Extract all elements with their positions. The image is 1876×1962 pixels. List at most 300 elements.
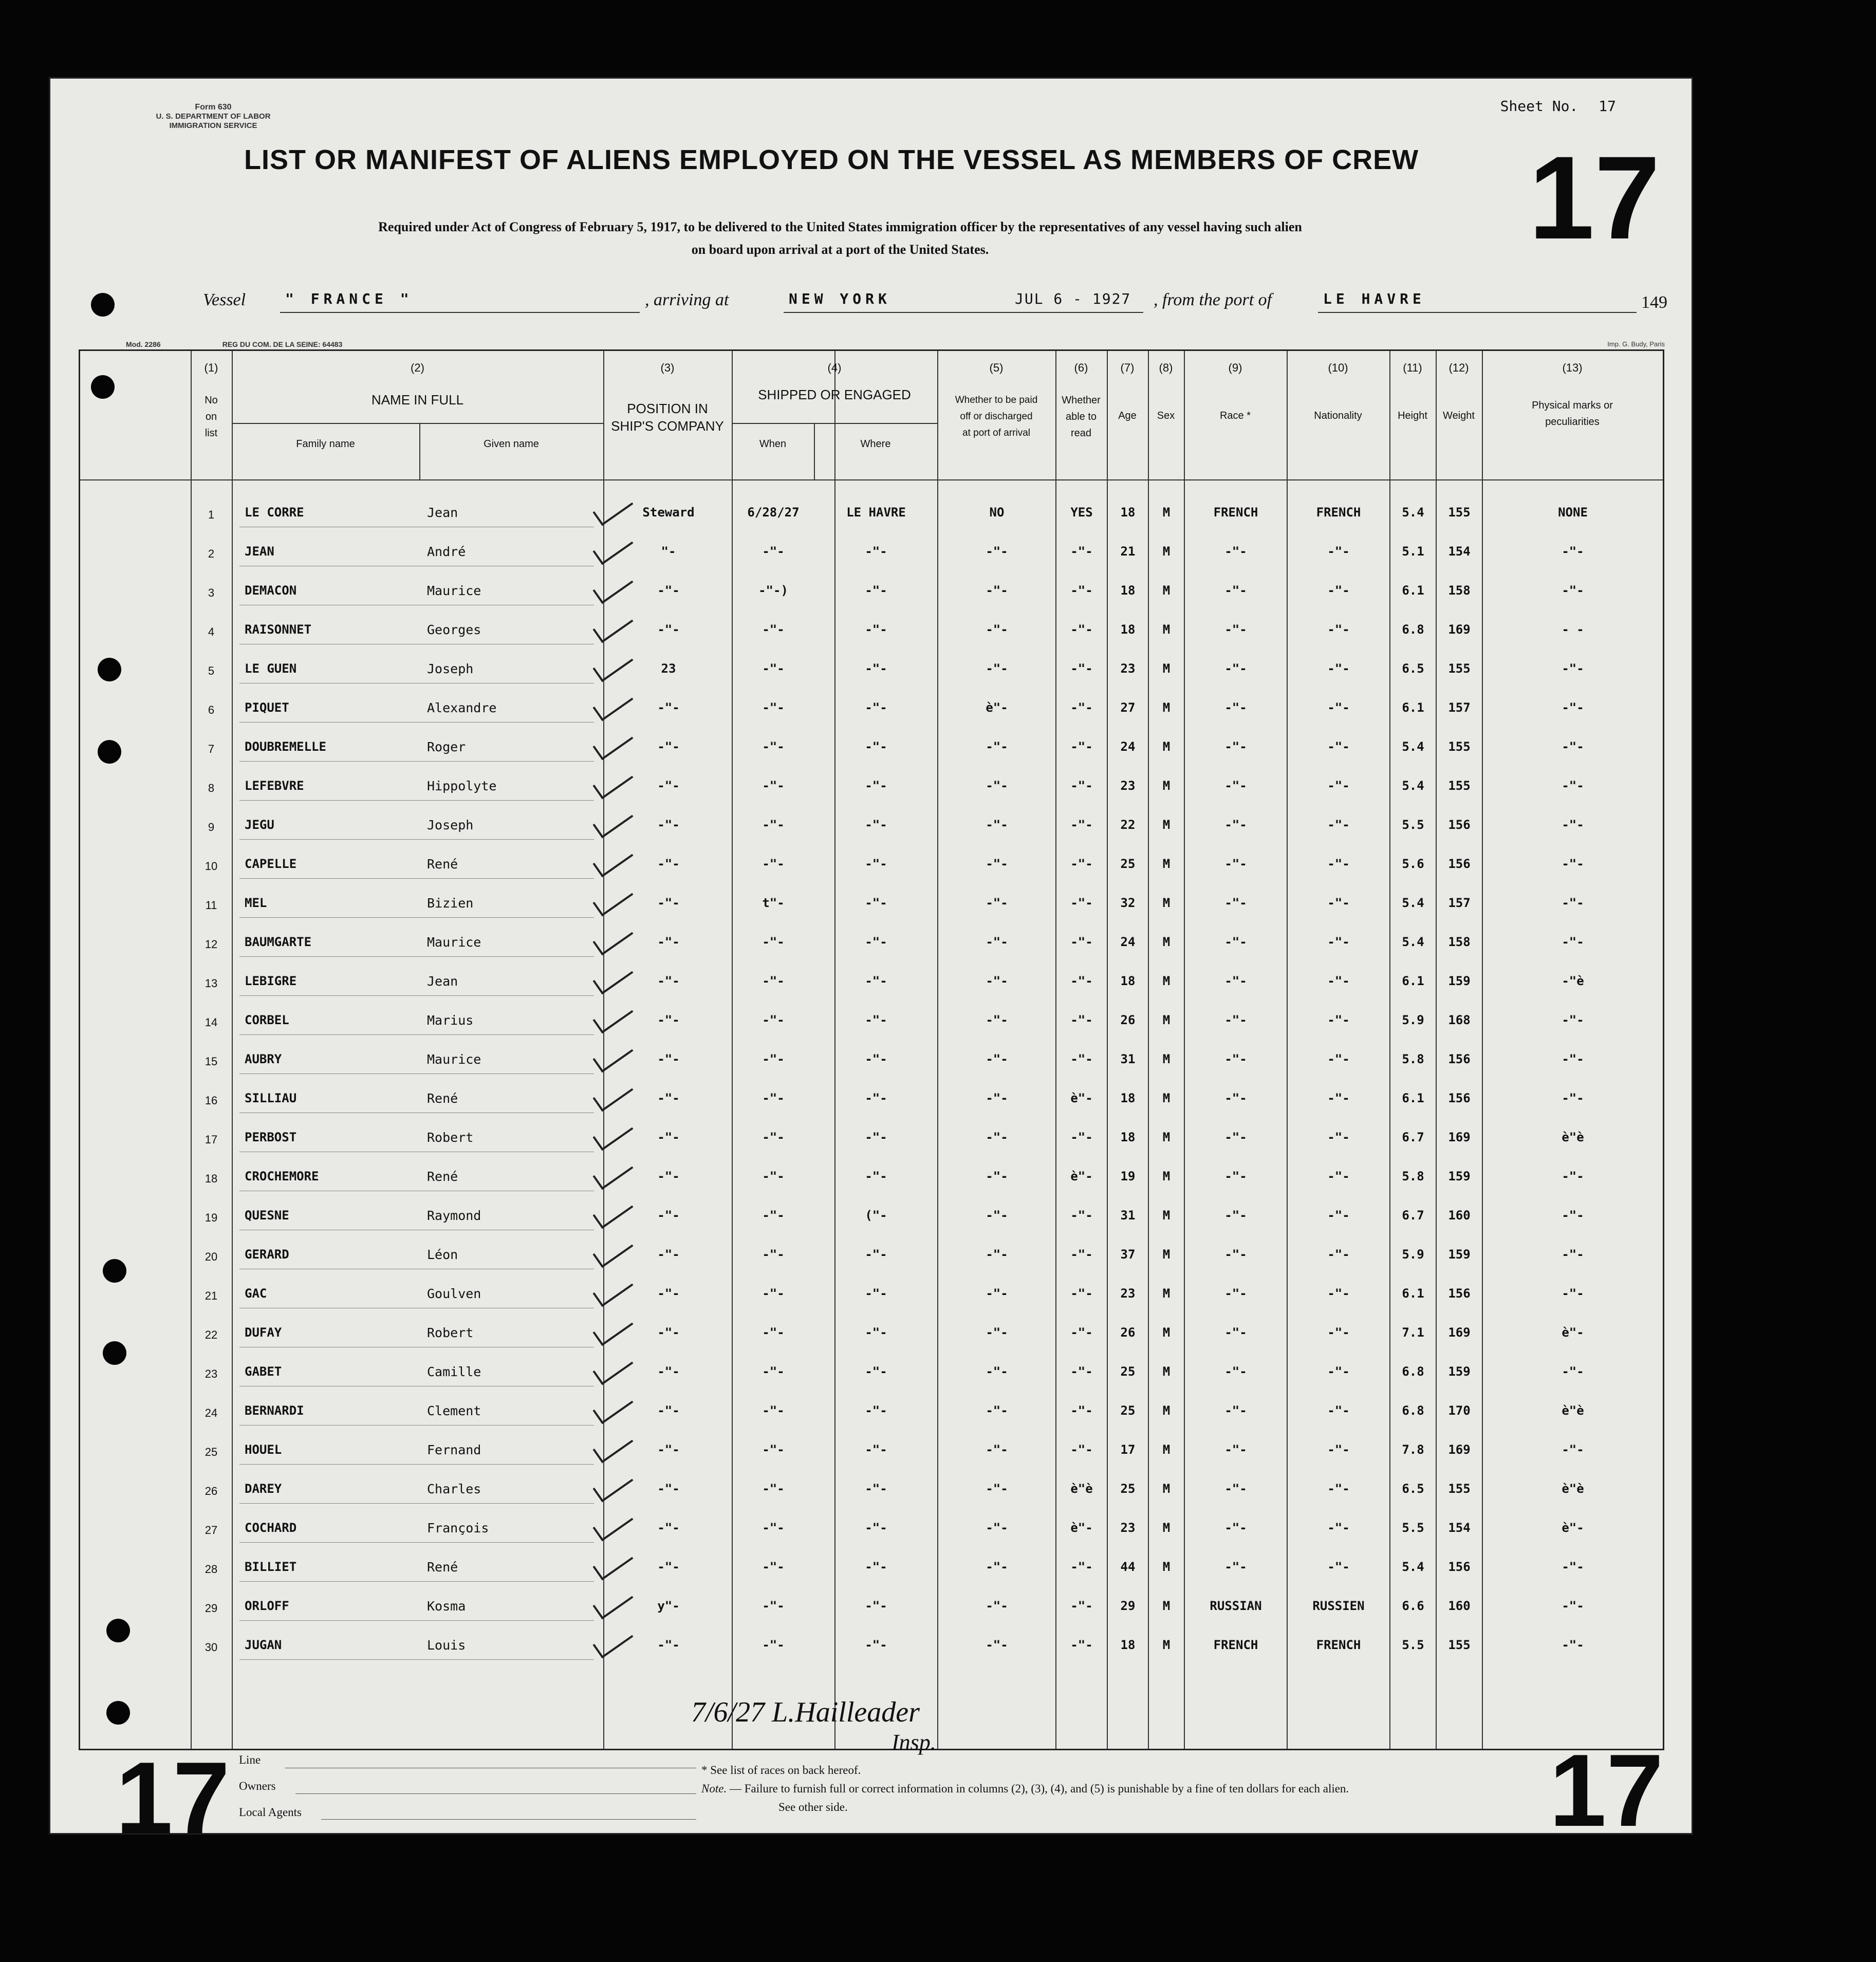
col4a-header: When <box>759 438 787 450</box>
col2b-header: Given name <box>484 438 539 450</box>
cell-nationality: -"- <box>1327 1325 1350 1340</box>
cell-marks: -"è <box>1562 974 1584 988</box>
cell-given: Joseph <box>427 818 474 832</box>
cell-age: 22 <box>1120 818 1136 832</box>
col4b-header: Where <box>860 438 891 450</box>
cell-paid-off: NO <box>989 505 1005 520</box>
col13-header: Physical marks or peculiarities <box>1532 400 1613 428</box>
cell-weight: 170 <box>1448 1403 1471 1418</box>
col2-number: (2) <box>411 361 424 374</box>
col6-number: (6) <box>1074 361 1088 374</box>
departure-port: LE HAVRE <box>1323 290 1425 307</box>
cell-sex: M <box>1162 779 1171 793</box>
cell-weight: 169 <box>1448 1325 1471 1340</box>
col4-header: SHIPPED OR ENGAGED <box>758 387 911 402</box>
subtitle-line-2: on board upon arrival at a port of the United States. <box>691 242 989 257</box>
cell-position: -"- <box>657 974 680 988</box>
cell-marks: -"- <box>1562 1208 1584 1223</box>
cell-marks: -"- <box>1562 1013 1584 1027</box>
cell-nationality: -"- <box>1327 896 1350 910</box>
row-number: 24 <box>205 1406 218 1419</box>
row-number: 2 <box>208 547 215 560</box>
cell-weight: 155 <box>1448 1482 1471 1496</box>
cell-where: -"- <box>865 1286 887 1301</box>
cell-where: -"- <box>865 1130 887 1144</box>
cell-height: 5.4 <box>1402 779 1424 793</box>
cell-age: 31 <box>1120 1208 1136 1223</box>
cell-sex: M <box>1162 583 1171 598</box>
col1-header: No on list <box>205 395 218 439</box>
cell-read: -"- <box>1070 974 1093 988</box>
cell-marks: - - <box>1562 622 1584 637</box>
cell-marks: è"è <box>1562 1482 1584 1496</box>
cell-read: -"- <box>1070 1638 1093 1652</box>
stamp-number: 149 <box>1641 293 1667 312</box>
cell-paid-off: -"- <box>986 857 1008 871</box>
cell-age: 18 <box>1120 505 1136 520</box>
row-number: 27 <box>205 1524 218 1537</box>
cell-race: -"- <box>1224 1247 1247 1262</box>
cell-weight: 169 <box>1448 622 1471 637</box>
row-rule <box>239 839 594 840</box>
vessel-label: Vessel <box>203 290 246 309</box>
col12-header: Weight <box>1443 410 1475 421</box>
cell-where: -"- <box>865 1052 887 1066</box>
cell-when: -"- <box>762 974 785 988</box>
cell-where: ("- <box>865 1208 887 1223</box>
sheet-value: 17 <box>1599 98 1616 115</box>
cell-paid-off: -"- <box>986 1403 1008 1418</box>
cell-height: 6.1 <box>1402 583 1424 598</box>
cell-given: René <box>427 1560 458 1575</box>
cell-age: 24 <box>1120 739 1136 754</box>
cell-read: è"- <box>1070 1091 1093 1105</box>
cell-read: -"- <box>1070 818 1093 832</box>
cell-weight: 159 <box>1448 974 1471 988</box>
cell-nationality: FRENCH <box>1316 505 1361 520</box>
cell-weight: 169 <box>1448 1442 1471 1457</box>
row-number: 22 <box>205 1328 218 1341</box>
cell-marks: -"- <box>1562 935 1584 949</box>
cell-where: -"- <box>865 974 887 988</box>
cell-when: -"- <box>762 700 785 715</box>
cell-family: SILLIAU <box>245 1091 297 1105</box>
cell-read: -"- <box>1070 1403 1093 1418</box>
cell-age: 26 <box>1120 1325 1136 1340</box>
row-number: 29 <box>205 1602 218 1615</box>
cell-where: -"- <box>865 1364 887 1379</box>
cell-family: LEBIGRE <box>245 974 297 988</box>
cell-given: Robert <box>427 1325 474 1340</box>
col4-number: (4) <box>827 361 842 374</box>
cell-weight: 154 <box>1448 1521 1471 1535</box>
cell-race: -"- <box>1224 1286 1247 1301</box>
cell-family: LE GUEN <box>245 661 297 676</box>
cell-when: -"- <box>762 1442 785 1457</box>
row-number: 28 <box>205 1563 218 1576</box>
cell-when: -"- <box>762 1482 785 1496</box>
cell-position: -"- <box>657 857 680 871</box>
cell-given: André <box>427 544 466 559</box>
cell-when: -"- <box>762 1521 785 1535</box>
col8-number: (8) <box>1159 361 1173 374</box>
cell-height: 5.4 <box>1402 739 1424 754</box>
cell-read: -"- <box>1070 622 1093 637</box>
cell-height: 6.1 <box>1402 1091 1424 1105</box>
cell-given: Robert <box>427 1130 474 1145</box>
cell-when: -"- <box>762 818 785 832</box>
cell-nationality: -"- <box>1327 935 1350 949</box>
cell-marks: -"- <box>1562 583 1584 598</box>
cell-sex: M <box>1162 1091 1171 1105</box>
cell-given: Maurice <box>427 1052 481 1067</box>
note-label: Note. <box>701 1782 727 1795</box>
cell-read: -"- <box>1070 935 1093 949</box>
cell-race: -"- <box>1224 935 1247 949</box>
cell-paid-off: -"- <box>986 583 1008 598</box>
cell-when: -"- <box>762 1325 785 1340</box>
cell-marks: NONE <box>1558 505 1588 520</box>
cell-height: 5.4 <box>1402 1560 1424 1574</box>
cell-when: 6/28/27 <box>747 505 800 520</box>
cell-marks: -"- <box>1562 1286 1584 1301</box>
cell-race: -"- <box>1224 544 1247 559</box>
cell-paid-off: -"- <box>986 661 1008 676</box>
cell-family: GABET <box>245 1364 282 1379</box>
owners-label: Owners <box>239 1780 276 1792</box>
cell-age: 37 <box>1120 1247 1136 1262</box>
cell-marks: -"- <box>1562 1247 1584 1262</box>
cell-when: -"- <box>762 1286 785 1301</box>
cell-read: -"- <box>1070 1247 1093 1262</box>
row-number: 10 <box>205 860 218 873</box>
cell-when: t"- <box>762 896 785 910</box>
row-number: 11 <box>205 899 217 912</box>
arriving-label: , arriving at <box>645 290 729 309</box>
cell-marks: -"- <box>1562 1364 1584 1379</box>
cell-height: 5.9 <box>1402 1247 1424 1262</box>
cell-weight: 160 <box>1448 1599 1471 1613</box>
vessel-line <box>203 290 1693 316</box>
cell-nationality: -"- <box>1327 779 1350 793</box>
cell-race: -"- <box>1224 739 1247 754</box>
cell-given: Léon <box>427 1247 458 1262</box>
cell-race: -"- <box>1224 1521 1247 1535</box>
cell-sex: M <box>1162 739 1171 754</box>
cell-sex: M <box>1162 1286 1171 1301</box>
cell-nationality: -"- <box>1327 1521 1350 1535</box>
cell-read: -"- <box>1070 544 1093 559</box>
row-number: 17 <box>205 1133 218 1146</box>
cell-height: 6.1 <box>1402 974 1424 988</box>
cell-family: PIQUET <box>245 700 289 715</box>
col7-number: (7) <box>1120 361 1135 374</box>
cell-read: YES <box>1070 505 1093 520</box>
arrival-date: JUL 6 - 1927 <box>1015 290 1131 307</box>
cell-nationality: -"- <box>1327 661 1350 676</box>
cell-given: Hippolyte <box>427 779 497 793</box>
cell-nationality: -"- <box>1327 583 1350 598</box>
cell-race: -"- <box>1224 818 1247 832</box>
cell-height: 5.8 <box>1402 1052 1424 1066</box>
cell-sex: M <box>1162 1442 1171 1457</box>
cell-when: -"- <box>762 1364 785 1379</box>
cell-marks: -"- <box>1562 1599 1584 1613</box>
big-number-bottom-left: 17 <box>116 1741 230 1835</box>
cell-read: -"- <box>1070 1208 1093 1223</box>
col10-number: (10) <box>1328 361 1348 374</box>
cell-weight: 156 <box>1448 1560 1471 1574</box>
cell-age: 19 <box>1120 1169 1136 1183</box>
cell-given: René <box>427 857 458 872</box>
cell-paid-off: -"- <box>986 896 1008 910</box>
cell-where: LE HAVRE <box>846 505 906 520</box>
cell-paid-off: -"- <box>986 1325 1008 1340</box>
row-number: 20 <box>205 1250 218 1263</box>
row-rule <box>239 1034 594 1035</box>
cell-where: -"- <box>865 1247 887 1262</box>
row-number: 14 <box>205 1016 218 1029</box>
cell-position: -"- <box>657 1247 680 1262</box>
cell-given: Jean <box>427 505 458 520</box>
cell-race: -"- <box>1224 622 1247 637</box>
row-number: 9 <box>208 821 215 834</box>
cell-nationality: -"- <box>1327 1247 1350 1262</box>
cell-sex: M <box>1162 1208 1171 1223</box>
cell-weight: 156 <box>1448 1052 1471 1066</box>
cell-weight: 154 <box>1448 544 1471 559</box>
cell-race: -"- <box>1224 974 1247 988</box>
cell-where: -"- <box>865 1013 887 1027</box>
cell-position: -"- <box>657 700 680 715</box>
see-other-side: See other side. <box>778 1801 848 1813</box>
cell-height: 7.1 <box>1402 1325 1424 1340</box>
row-rule <box>239 995 594 996</box>
cell-when: -"- <box>762 935 785 949</box>
cell-sex: M <box>1162 1013 1171 1027</box>
mod-number: Mod. 2286 <box>126 340 161 348</box>
cell-nationality: -"- <box>1327 622 1350 637</box>
cell-given: Fernand <box>427 1442 481 1457</box>
cell-family: PERBOST <box>245 1130 297 1144</box>
cell-read: -"- <box>1070 896 1093 910</box>
cell-nationality: -"- <box>1327 1442 1350 1457</box>
cell-weight: 155 <box>1448 1638 1471 1652</box>
cell-family: DEMACON <box>245 583 297 598</box>
subtitle <box>172 216 1508 261</box>
cell-marks: -"- <box>1562 700 1584 715</box>
cell-race: -"- <box>1224 1364 1247 1379</box>
cell-weight: 156 <box>1448 1091 1471 1105</box>
row-number: 25 <box>205 1446 218 1458</box>
cell-height: 5.5 <box>1402 1638 1424 1652</box>
cell-read: -"- <box>1070 1442 1093 1457</box>
cell-given: Kosma <box>427 1599 466 1614</box>
cell-paid-off: -"- <box>986 1013 1008 1027</box>
cell-age: 26 <box>1120 1013 1136 1027</box>
cell-weight: 159 <box>1448 1247 1471 1262</box>
cell-age: 25 <box>1120 857 1136 871</box>
cell-paid-off: -"- <box>986 1638 1008 1652</box>
cell-when: -"- <box>762 857 785 871</box>
row-number: 1 <box>208 508 215 521</box>
cell-family: HOUEL <box>245 1442 282 1457</box>
cell-position: -"- <box>657 1091 680 1105</box>
cell-race: -"- <box>1224 1130 1247 1144</box>
cell-paid-off: -"- <box>986 1482 1008 1496</box>
col1-number: (1) <box>204 361 218 374</box>
cell-race: -"- <box>1224 1169 1247 1183</box>
cell-given: Louis <box>427 1638 466 1653</box>
cell-marks: è"è <box>1562 1403 1584 1418</box>
cell-sex: M <box>1162 818 1171 832</box>
cell-when: -"- <box>762 622 785 637</box>
col5-header: Whether to be paid off or discharged at port of arrival <box>955 395 1038 438</box>
cell-read: è"- <box>1070 1521 1093 1535</box>
cell-position: -"- <box>657 896 680 910</box>
cell-where: -"- <box>865 1638 887 1652</box>
cell-where: -"- <box>865 622 887 637</box>
col3-number: (3) <box>660 361 675 374</box>
cell-paid-off: -"- <box>986 974 1008 988</box>
cell-family: JEAN <box>245 544 274 559</box>
cell-age: 17 <box>1120 1442 1136 1457</box>
row-rule <box>239 1542 594 1543</box>
cell-given: Clement <box>427 1403 481 1418</box>
cell-where: -"- <box>865 1560 887 1574</box>
row-rule <box>239 878 594 879</box>
row-rule <box>239 1620 594 1621</box>
row-number: 15 <box>205 1055 218 1068</box>
cell-age: 23 <box>1120 1521 1136 1535</box>
cell-height: 5.5 <box>1402 818 1424 832</box>
cell-nationality: -"- <box>1327 974 1350 988</box>
cell-where: -"- <box>865 1325 887 1340</box>
cell-sex: M <box>1162 700 1171 715</box>
cell-position: -"- <box>657 622 680 637</box>
cell-position: -"- <box>657 1052 680 1066</box>
cell-given: Marius <box>427 1013 474 1028</box>
cell-when: -"- <box>762 544 785 559</box>
cell-family: COCHARD <box>245 1521 297 1535</box>
cell-weight: 158 <box>1448 935 1471 949</box>
row-rule <box>239 1581 594 1582</box>
cell-given: René <box>427 1169 458 1184</box>
row-number: 4 <box>208 625 215 638</box>
cell-where: -"- <box>865 1169 887 1183</box>
row-number: 6 <box>208 704 215 716</box>
cell-height: 6.7 <box>1402 1208 1424 1223</box>
cell-nationality: -"- <box>1327 1208 1350 1223</box>
cell-given: Roger <box>427 739 466 754</box>
cell-age: 18 <box>1120 1091 1136 1105</box>
cell-race: -"- <box>1224 1403 1247 1418</box>
cell-sex: M <box>1162 896 1171 910</box>
cell-when: -"- <box>762 1013 785 1027</box>
cell-marks: -"- <box>1562 896 1584 910</box>
cell-when: -"- <box>762 1599 785 1613</box>
cell-read: -"- <box>1070 1325 1093 1340</box>
cell-sex: M <box>1162 1364 1171 1379</box>
row-number: 18 <box>205 1172 218 1185</box>
cell-age: 25 <box>1120 1482 1136 1496</box>
cell-race: -"- <box>1224 583 1247 598</box>
cell-where: -"- <box>865 779 887 793</box>
cell-given: Camille <box>427 1364 481 1379</box>
cell-nationality: -"- <box>1327 1013 1350 1027</box>
cell-age: 25 <box>1120 1364 1136 1379</box>
cell-race: FRENCH <box>1213 505 1258 520</box>
cell-age: 18 <box>1120 974 1136 988</box>
cell-position: -"- <box>657 1442 680 1457</box>
cell-height: 6.5 <box>1402 661 1424 676</box>
cell-paid-off: -"- <box>986 1364 1008 1379</box>
cell-paid-off: -"- <box>986 1091 1008 1105</box>
page-title: LIST OR MANIFEST OF ALIENS EMPLOYED ON THE VESSEL AS MEMBERS OF CREW <box>244 144 1419 175</box>
row-number: 23 <box>205 1367 218 1380</box>
col2-header: NAME IN FULL <box>371 392 464 408</box>
department: U. S. DEPARTMENT OF LABOR <box>156 112 271 121</box>
cell-nationality: -"- <box>1327 1482 1350 1496</box>
cell-where: -"- <box>865 661 887 676</box>
cell-given: Maurice <box>427 583 481 598</box>
cell-race: -"- <box>1224 896 1247 910</box>
cell-position: -"- <box>657 1521 680 1535</box>
cell-weight: 168 <box>1448 1013 1471 1027</box>
cell-family: LE CORRE <box>245 505 304 520</box>
cell-race: RUSSIAN <box>1210 1599 1262 1613</box>
cell-race: -"- <box>1224 700 1247 715</box>
cell-weight: 156 <box>1448 1286 1471 1301</box>
cell-height: 6.7 <box>1402 1130 1424 1144</box>
cell-family: BILLIET <box>245 1560 297 1574</box>
cell-paid-off: -"- <box>986 818 1008 832</box>
col6-header: Whether able to read <box>1062 395 1101 439</box>
row-rule <box>239 800 594 801</box>
cell-weight: 155 <box>1448 739 1471 754</box>
cell-read: -"- <box>1070 779 1093 793</box>
line-label: Line <box>239 1753 261 1766</box>
col10-header: Nationality <box>1314 410 1362 421</box>
cell-family: DOUBREMELLE <box>245 739 326 754</box>
cell-nationality: -"- <box>1327 544 1350 559</box>
col8-header: Sex <box>1157 410 1175 421</box>
cell-when: -"- <box>762 1130 785 1144</box>
cell-read: -"- <box>1070 1052 1093 1066</box>
row-number: 5 <box>208 664 215 677</box>
cell-where: -"- <box>865 739 887 754</box>
cell-read: -"- <box>1070 1013 1093 1027</box>
cell-sex: M <box>1162 1325 1171 1340</box>
cell-paid-off: -"- <box>986 779 1008 793</box>
col9-header: Race * <box>1219 410 1251 421</box>
cell-nationality: -"- <box>1327 1091 1350 1105</box>
cell-position: -"- <box>657 1286 680 1301</box>
col11-number: (11) <box>1403 361 1422 374</box>
col12-number: (12) <box>1448 361 1469 374</box>
cell-read: -"- <box>1070 1364 1093 1379</box>
cell-age: 29 <box>1120 1599 1136 1613</box>
cell-weight: 156 <box>1448 857 1471 871</box>
cell-position: Steward <box>642 505 695 520</box>
cell-family: MEL <box>245 896 267 910</box>
cell-age: 18 <box>1120 1638 1136 1652</box>
cell-family: GAC <box>245 1286 267 1301</box>
cell-paid-off: -"- <box>986 1599 1008 1613</box>
cell-marks: -"- <box>1562 818 1584 832</box>
vessel-name: " FRANCE " <box>285 290 413 307</box>
cell-paid-off: -"- <box>986 1247 1008 1262</box>
